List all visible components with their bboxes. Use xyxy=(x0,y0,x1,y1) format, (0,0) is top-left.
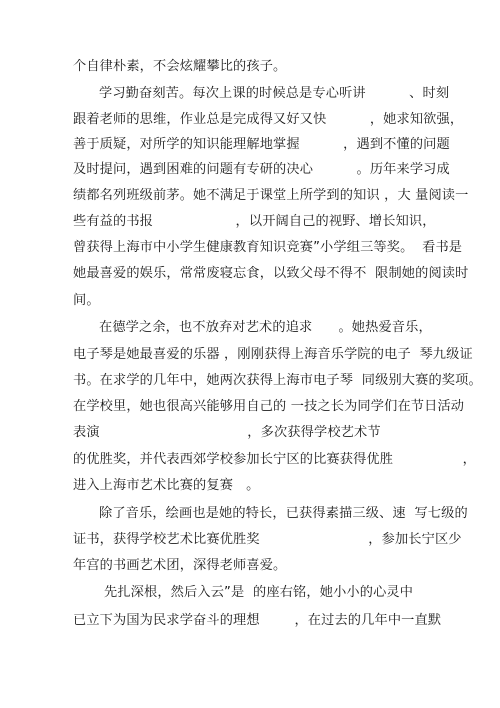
text-line: 善于质疑，对所学的知识能理解地掌握 ，遇到不懂的问题 xyxy=(73,137,450,152)
text-line: 表演 ，多次获得学校艺术节 xyxy=(73,425,381,440)
text-line: 进入上海市艺术比赛的复赛 。 xyxy=(73,478,260,493)
text-line: 在学校里，她也很高兴能够用自己的 一技之长为同学们在节日活动 xyxy=(73,399,465,414)
text-line: 她最喜爱的娱乐，常常废寝忘食，以致父母不得不 限制她的阅读时 xyxy=(73,266,469,281)
text-line: 间。 xyxy=(73,293,100,308)
text-line: 曾获得上海市中小学生健康教育知识竞赛”小学组三等奖。 看书是 xyxy=(73,240,463,255)
text-line: 在德学之余，也不放弃对艺术的追求 。她热爱音乐， xyxy=(99,320,432,335)
text-line: 年宫的书画艺术团，深得老师喜爱。 xyxy=(73,558,287,573)
text-line: 已立下为国为民求学奋斗的理想 ，在过去的几年中一直默 xyxy=(73,613,442,628)
text-line: 书。在求学的几年中，她两次获得上海市电子琴 同级别大赛的奖项。 xyxy=(73,373,482,388)
text-line: 些有益的书报 ，以开阔自己的视野、增长知识， xyxy=(73,214,436,229)
text-line: 个自律朴素，不会炫耀攀比的孩子。 xyxy=(73,59,287,74)
text-line: 证书，获得学校艺术比赛优胜奖 ，参加长宁区少 xyxy=(73,532,462,547)
text-line: 跟着老师的思维，作业总是完成得又好又快 ，她求知欲强， xyxy=(73,112,464,127)
text-line: 的优胜奖，并代表西郊学校参加长宁区的比赛获得优胜 ， xyxy=(73,452,476,467)
text-line: 电子琴是她最喜爱的乐器 ，刚刚获得上海音乐学院的电子 琴九级证 xyxy=(73,347,473,362)
text-line: 学习勤奋刻苦。每次上课的时候总是专心听讲 、时刻 xyxy=(99,86,450,101)
text-line: 先扎深根，然后入云”是 的座右铭，她小小的心灵中 xyxy=(104,585,414,600)
text-line: 及时提问，遇到困难的问题有专研的决心 。历年来学习成 xyxy=(73,162,450,177)
text-line: 绩都名列班级前茅。她不满足于课堂上所学到的知识 ，大 量阅读一 xyxy=(73,188,469,203)
text-line: 除了音乐，绘画也是她的特长，已获得素描三级、速 写七级的 xyxy=(99,506,468,521)
